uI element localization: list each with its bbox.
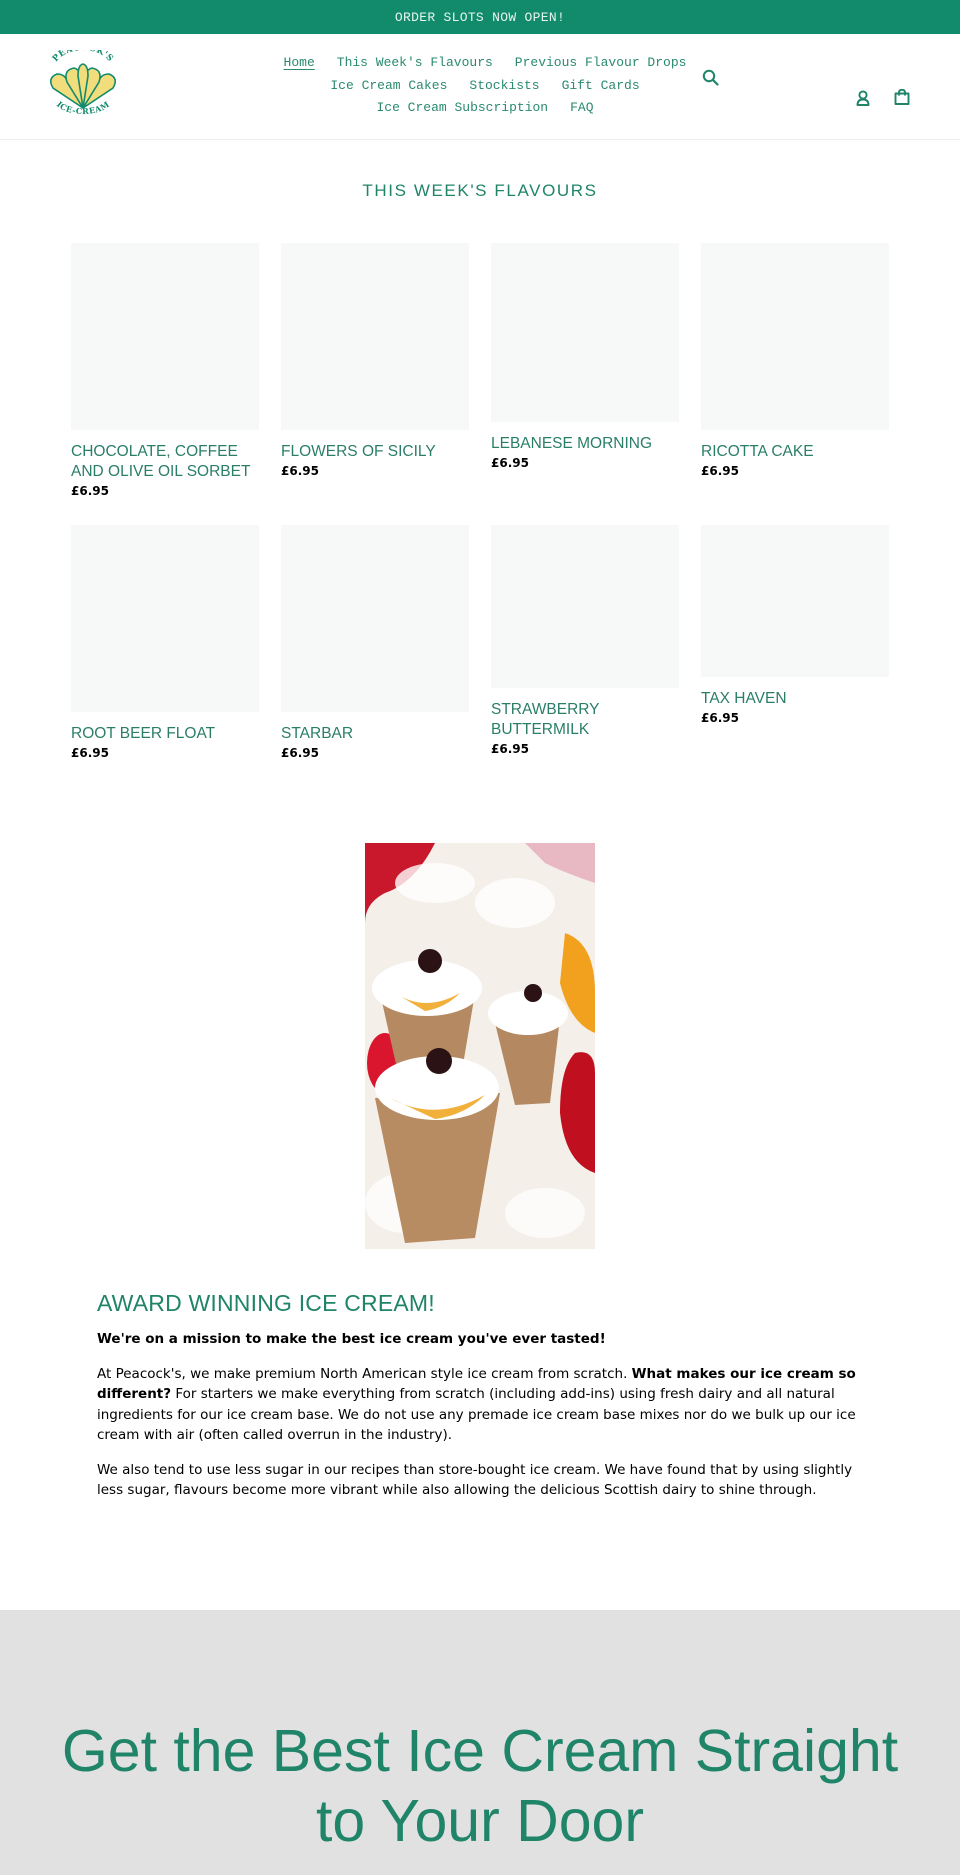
nav-this-weeks-flavours[interactable]: This Week's Flavours xyxy=(336,55,493,70)
product-name[interactable]: RICOTTA CAKE xyxy=(701,443,814,460)
nav-row xyxy=(270,52,700,75)
product-price: £6.95 xyxy=(71,746,109,760)
product-card[interactable] xyxy=(71,525,259,760)
nav-ice-cream-subscription[interactable]: Ice Cream Subscription xyxy=(376,100,549,115)
award-section xyxy=(97,1290,877,1501)
product-card[interactable] xyxy=(701,525,889,725)
section-title: THIS WEEK'S FLAVOURS xyxy=(362,181,598,200)
main-nav xyxy=(270,52,700,120)
product-name[interactable]: ROOT BEER FLOAT xyxy=(71,725,216,742)
award-p1-start: At Peacock's, we make premium North American style ice cream from scratch. xyxy=(97,1365,632,1382)
product-name[interactable]: LEBANESE MORNING xyxy=(491,435,653,452)
product-name[interactable]: STARBAR xyxy=(281,725,354,742)
nav-stockists[interactable]: Stockists xyxy=(469,77,540,93)
product-card[interactable] xyxy=(71,243,259,498)
product-image[interactable] xyxy=(281,243,469,430)
cta-line-1: Get the Best Ice Cream Straight xyxy=(61,1718,899,1784)
cart-icon[interactable] xyxy=(892,87,912,107)
product-image[interactable] xyxy=(281,525,469,712)
nav-row xyxy=(270,75,700,98)
feature-image xyxy=(365,843,595,1249)
search-icon[interactable] xyxy=(701,68,721,88)
product-image[interactable] xyxy=(491,525,679,688)
product-name[interactable]: TAX HAVEN xyxy=(701,690,787,707)
cta-banner xyxy=(0,1610,960,1875)
product-image[interactable] xyxy=(71,243,259,430)
product-price: £6.95 xyxy=(491,742,529,756)
product-price: £6.95 xyxy=(701,464,739,478)
award-p1-end: For starters we make everything from scratch (including add-ins) using fresh dairy and all natural ingredients for our ice cream base. We do not use any premade ice cream base mixes nor do we bulk up our ice cream with air (often called overrun in the industry). xyxy=(97,1386,856,1443)
award-lead: We're on a mission to make the best ice cream you've ever tasted! xyxy=(97,1331,606,1347)
account-icon[interactable] xyxy=(853,88,873,108)
logo-bottom-text: ICE-CREAM xyxy=(54,98,112,117)
nav-ice-cream-cakes[interactable]: Ice Cream Cakes xyxy=(330,77,448,93)
product-image[interactable] xyxy=(491,243,679,422)
product-card[interactable] xyxy=(701,243,889,478)
ice-cream-cones-illustration xyxy=(365,843,595,1249)
nav-gift-cards[interactable]: Gift Cards xyxy=(561,77,640,93)
product-name[interactable]: CHOCOLATE, COFFEE AND OLIVE OIL SORBET xyxy=(71,443,251,480)
award-paragraph xyxy=(97,1364,877,1446)
site-header xyxy=(0,34,960,140)
logo-icon xyxy=(43,50,123,120)
product-card[interactable] xyxy=(491,525,679,756)
product-price: £6.95 xyxy=(71,484,109,498)
product-card[interactable] xyxy=(491,243,679,470)
product-name[interactable]: FLOWERS OF SICILY xyxy=(281,443,436,460)
award-p1-bold: What makes our ice cream so different? xyxy=(97,1365,856,1402)
svg-text:PEACOCK'S xyxy=(51,50,115,64)
product-price: £6.95 xyxy=(281,464,319,478)
cta-heading xyxy=(0,1716,960,1856)
award-paragraph: We also tend to use less sugar in our recipes than store-bought ice cream. We have found that by using slightly less sugar, flavours become more vibrant while also allowing the delicious Scottish dairy to shine through. xyxy=(97,1461,853,1498)
product-card[interactable] xyxy=(281,525,469,760)
nav-faq[interactable]: FAQ xyxy=(570,100,594,115)
announcement-text: ORDER SLOTS NOW OPEN! xyxy=(394,9,566,25)
product-price: £6.95 xyxy=(281,746,319,760)
cta-line-2: to Your Door xyxy=(315,1788,644,1854)
product-price: £6.95 xyxy=(701,711,739,725)
product-card[interactable] xyxy=(281,243,469,478)
product-image[interactable] xyxy=(701,525,889,677)
nav-previous-flavour-drops[interactable]: Previous Flavour Drops xyxy=(514,55,687,70)
nav-home[interactable]: Home xyxy=(283,55,315,70)
award-title: AWARD WINNING ICE CREAM! xyxy=(97,1290,435,1316)
brand-logo[interactable] xyxy=(43,50,123,120)
nav-row xyxy=(270,97,700,120)
announcement-bar xyxy=(0,0,960,34)
product-price: £6.95 xyxy=(491,456,529,470)
product-image[interactable] xyxy=(71,525,259,712)
product-name[interactable]: STRAWBERRY BUTTERMILK xyxy=(491,701,600,738)
product-image[interactable] xyxy=(701,243,889,430)
logo-top-text: PEA K'S xyxy=(50,50,116,65)
